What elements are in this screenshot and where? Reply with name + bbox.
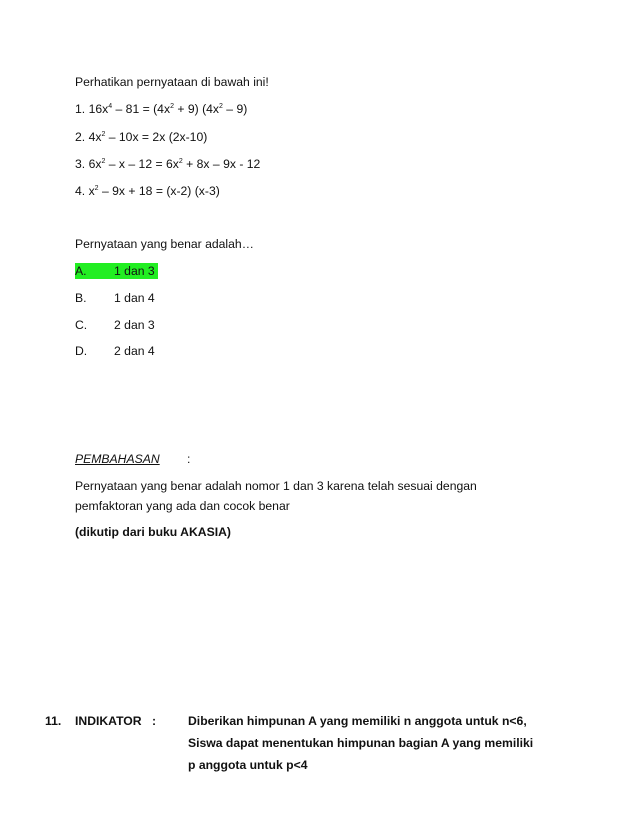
indicator-line-3: p anggota untuk p<4: [188, 758, 308, 772]
discussion-line-2: pemfaktoran yang ada dan cocok benar: [75, 499, 290, 513]
discussion-line-1: Pernyataan yang benar adalah nomor 1 dan 3 karena telah sesuai dengan: [75, 479, 477, 493]
indicator-colon: :: [152, 714, 157, 728]
discussion-colon: :: [187, 452, 191, 466]
discussion-source: (dikutip dari buku AKASIA): [75, 525, 231, 539]
indicator-line-1: Diberikan himpunan A yang memiliki n anggota untuk n<6,: [188, 714, 527, 728]
indicator-line-2: Siswa dapat menentukan himpunan bagian A yang memiliki: [188, 736, 534, 750]
question-intro: Perhatikan pernyataan di bawah ini!: [75, 75, 269, 89]
statement-1: 1. $16x^4 - 81 = (4x^2 + 9)$ $(4x^2 - 9)$: [75, 102, 248, 116]
indicator-label: INDIKATOR: [75, 714, 142, 728]
statement-3: 3. $6x^2 - x - 12 = 6x^2 + 8x - 9x - 12$: [75, 157, 261, 171]
item-number: 11.: [45, 714, 62, 728]
question-prompt: Pernyataan yang benar adalah…: [75, 237, 254, 251]
option-a[interactable]: A. 1 dan 3: [75, 263, 158, 279]
discussion-label: PEMBAHASAN: [75, 452, 160, 466]
statement-4: 4. $x^2 - 9x + 18 = (x-2)$ (x-3): [75, 184, 220, 198]
statement-2: 2. $4x^2 - 10x = 2x$ (2x-10): [75, 130, 208, 144]
